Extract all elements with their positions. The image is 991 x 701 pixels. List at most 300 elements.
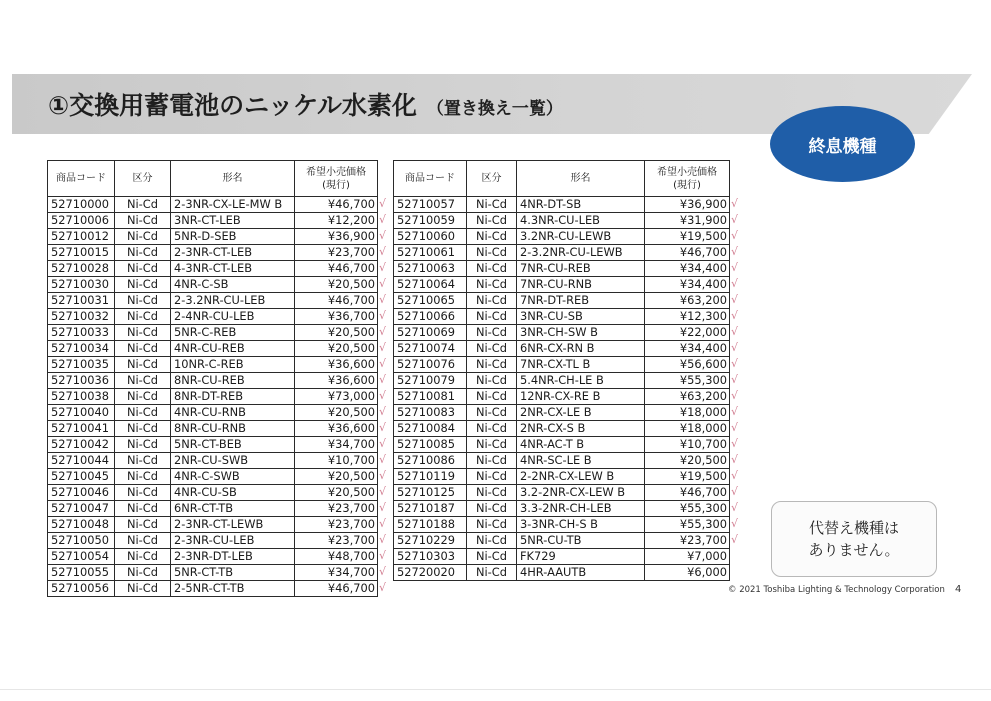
cell-code: 52710086 — [394, 453, 467, 469]
table-row — [48, 501, 378, 517]
cell-price: ¥63,200 — [645, 293, 730, 309]
cell-code: 52710033 — [48, 325, 115, 341]
table-row — [394, 517, 730, 533]
cell-model: 4NR-DT-SB — [517, 197, 645, 213]
cell-price: ¥36,600 — [295, 421, 378, 437]
table-row — [48, 581, 378, 597]
check-mark-icon: √ — [379, 340, 387, 354]
cell-price: ¥46,700 — [645, 485, 730, 501]
check-mark-icon: √ — [731, 452, 739, 466]
note-line-2: ありません。 — [808, 541, 900, 559]
table-row — [48, 293, 378, 309]
column-header-model: 形名 — [171, 161, 295, 197]
cell-code: 52710034 — [48, 341, 115, 357]
check-mark-icon: √ — [731, 308, 739, 322]
cell-price: ¥20,500 — [295, 485, 378, 501]
check-mark-icon: √ — [379, 580, 387, 594]
check-mark-icon: √ — [379, 484, 387, 498]
cell-kind: Ni-Cd — [115, 245, 171, 261]
table-row — [48, 213, 378, 229]
cell-kind: Ni-Cd — [467, 261, 517, 277]
table-row — [48, 469, 378, 485]
cell-model: 3NR-CT-LEB — [171, 213, 295, 229]
cell-model: 6NR-CX-RN B — [517, 341, 645, 357]
cell-code: 52710054 — [48, 549, 115, 565]
check-mark-icon: √ — [379, 548, 387, 562]
table-row — [394, 245, 730, 261]
cell-kind: Ni-Cd — [115, 341, 171, 357]
table-row — [394, 485, 730, 501]
cell-kind: Ni-Cd — [467, 293, 517, 309]
check-mark-icon: √ — [379, 356, 387, 370]
cell-model: 4NR-AC-T B — [517, 437, 645, 453]
table-row — [48, 373, 378, 389]
cell-model: 3.2-2NR-CX-LEW B — [517, 485, 645, 501]
table-row — [394, 357, 730, 373]
cell-kind: Ni-Cd — [115, 373, 171, 389]
column-header-price — [645, 161, 730, 197]
table-row — [394, 325, 730, 341]
cell-model: 4NR-CU-RNB — [171, 405, 295, 421]
table-row — [48, 453, 378, 469]
cell-price: ¥12,300 — [645, 309, 730, 325]
table-row — [48, 549, 378, 565]
cell-model: 7NR-DT-REB — [517, 293, 645, 309]
table-row — [48, 341, 378, 357]
cell-kind: Ni-Cd — [467, 453, 517, 469]
cell-price: ¥20,500 — [645, 453, 730, 469]
cell-model: 8NR-CU-REB — [171, 373, 295, 389]
check-mark-icon: √ — [379, 516, 387, 530]
cell-code: 52710229 — [394, 533, 467, 549]
check-mark-icon: √ — [731, 404, 739, 418]
cell-kind: Ni-Cd — [467, 469, 517, 485]
cell-model: 4NR-SC-LE B — [517, 453, 645, 469]
cell-model: 3.3-2NR-CH-LEB — [517, 501, 645, 517]
column-header-code: 商品コード — [394, 161, 467, 197]
check-mark-icon: √ — [731, 372, 739, 386]
cell-price: ¥46,700 — [295, 261, 378, 277]
cell-code: 52710060 — [394, 229, 467, 245]
divider — [0, 689, 991, 690]
column-header-price-line1: 希望小売価格 — [657, 166, 717, 178]
cell-model: 2-3NR-CT-LEWB — [171, 517, 295, 533]
table-row — [48, 325, 378, 341]
check-mark-icon: √ — [731, 420, 739, 434]
table-row — [394, 501, 730, 517]
check-mark-icon: √ — [731, 196, 739, 210]
cell-kind: Ni-Cd — [115, 261, 171, 277]
cell-price: ¥55,300 — [645, 501, 730, 517]
table-row — [394, 373, 730, 389]
left-product-table — [47, 160, 378, 597]
cell-model: 3.2NR-CU-LEWB — [517, 229, 645, 245]
column-header-price-line2: (現行) — [322, 179, 350, 191]
cell-price: ¥36,600 — [295, 373, 378, 389]
check-mark-icon: √ — [379, 308, 387, 322]
check-mark-icon: √ — [379, 420, 387, 434]
cell-kind: Ni-Cd — [467, 373, 517, 389]
cell-code: 52710057 — [394, 197, 467, 213]
cell-code: 52710065 — [394, 293, 467, 309]
cell-price: ¥36,700 — [295, 309, 378, 325]
cell-model: 2-3NR-DT-LEB — [171, 549, 295, 565]
check-mark-icon: √ — [379, 500, 387, 514]
table-row — [48, 517, 378, 533]
cell-price: ¥46,700 — [295, 581, 378, 597]
check-mark-icon: √ — [379, 372, 387, 386]
cell-kind: Ni-Cd — [467, 341, 517, 357]
cell-code: 52710006 — [48, 213, 115, 229]
table-row — [394, 213, 730, 229]
right-product-table — [393, 160, 730, 581]
cell-model: 5.4NR-CH-LE B — [517, 373, 645, 389]
cell-model: 4NR-CU-REB — [171, 341, 295, 357]
cell-price: ¥23,700 — [295, 501, 378, 517]
cell-price: ¥7,000 — [645, 549, 730, 565]
cell-price: ¥19,500 — [645, 229, 730, 245]
cell-model: 2-2NR-CX-LEW B — [517, 469, 645, 485]
column-header-kind: 区分 — [467, 161, 517, 197]
cell-code: 52710188 — [394, 517, 467, 533]
cell-kind: Ni-Cd — [115, 325, 171, 341]
check-mark-icon: √ — [379, 564, 387, 578]
table-row — [394, 261, 730, 277]
cell-kind: Ni-Cd — [115, 309, 171, 325]
table-row — [394, 309, 730, 325]
cell-code: 52710012 — [48, 229, 115, 245]
cell-model: 4NR-CU-SB — [171, 485, 295, 501]
cell-code: 52710074 — [394, 341, 467, 357]
cell-price: ¥10,700 — [295, 453, 378, 469]
cell-model: 12NR-CX-RE B — [517, 389, 645, 405]
page-subtitle: （置き換え一覧） — [426, 99, 563, 119]
cell-code: 52710059 — [394, 213, 467, 229]
cell-code: 52720020 — [394, 565, 467, 581]
cell-kind: Ni-Cd — [467, 405, 517, 421]
check-mark-icon: √ — [731, 516, 739, 530]
cell-price: ¥23,700 — [295, 517, 378, 533]
cell-code: 52710040 — [48, 405, 115, 421]
cell-kind: Ni-Cd — [115, 357, 171, 373]
cell-price: ¥20,500 — [295, 469, 378, 485]
page-title — [48, 88, 563, 124]
cell-code: 52710187 — [394, 501, 467, 517]
cell-model: 4NR-C-SWB — [171, 469, 295, 485]
page-title-text: ①交換用蓄電池のニッケル水素化 — [48, 91, 417, 120]
cell-kind: Ni-Cd — [115, 485, 171, 501]
table-row — [48, 229, 378, 245]
cell-price: ¥46,700 — [645, 245, 730, 261]
table-row — [48, 485, 378, 501]
table-row — [394, 197, 730, 213]
table-row — [394, 277, 730, 293]
check-mark-icon: √ — [379, 388, 387, 402]
cell-kind: Ni-Cd — [467, 245, 517, 261]
discontinued-badge — [770, 106, 915, 182]
cell-price: ¥19,500 — [645, 469, 730, 485]
check-mark-icon: √ — [731, 436, 739, 450]
cell-kind: Ni-Cd — [115, 421, 171, 437]
cell-model: 4.3NR-CU-LEB — [517, 213, 645, 229]
cell-code: 52710046 — [48, 485, 115, 501]
table-header-row — [48, 161, 378, 197]
check-mark-icon: √ — [731, 228, 739, 242]
cell-price: ¥12,200 — [295, 213, 378, 229]
cell-kind: Ni-Cd — [115, 277, 171, 293]
cell-kind: Ni-Cd — [115, 533, 171, 549]
cell-model: 2NR-CX-LE B — [517, 405, 645, 421]
cell-kind: Ni-Cd — [115, 389, 171, 405]
check-mark-icon: √ — [731, 260, 739, 274]
cell-code: 52710064 — [394, 277, 467, 293]
cell-model: 2NR-CX-S B — [517, 421, 645, 437]
cell-code: 52710030 — [48, 277, 115, 293]
table-row — [48, 261, 378, 277]
cell-model: 2-3.2NR-CU-LEB — [171, 293, 295, 309]
table-row — [48, 437, 378, 453]
check-mark-icon: √ — [379, 404, 387, 418]
cell-price: ¥55,300 — [645, 517, 730, 533]
table-header-row — [394, 161, 730, 197]
cell-model: 4HR-AAUTB — [517, 565, 645, 581]
cell-model: 2-3NR-CT-LEB — [171, 245, 295, 261]
cell-model: 2-3.2NR-CU-LEWB — [517, 245, 645, 261]
check-mark-icon: √ — [731, 292, 739, 306]
cell-kind: Ni-Cd — [467, 565, 517, 581]
cell-model: 5NR-CT-BEB — [171, 437, 295, 453]
cell-price: ¥36,600 — [295, 357, 378, 373]
cell-code: 52710084 — [394, 421, 467, 437]
table-row — [394, 341, 730, 357]
check-mark-icon: √ — [379, 468, 387, 482]
cell-price: ¥18,000 — [645, 421, 730, 437]
cell-kind: Ni-Cd — [115, 293, 171, 309]
cell-code: 52710035 — [48, 357, 115, 373]
cell-kind: Ni-Cd — [115, 565, 171, 581]
table-row — [394, 437, 730, 453]
table-row — [48, 309, 378, 325]
cell-kind: Ni-Cd — [467, 277, 517, 293]
cell-code: 52710076 — [394, 357, 467, 373]
table-row — [394, 453, 730, 469]
check-mark-icon: √ — [379, 436, 387, 450]
check-mark-icon: √ — [379, 324, 387, 338]
cell-code: 52710061 — [394, 245, 467, 261]
table-row — [394, 469, 730, 485]
discontinued-badge-label: 終息機種 — [808, 136, 877, 157]
cell-code: 52710081 — [394, 389, 467, 405]
column-header-price-line1: 希望小売価格 — [306, 166, 366, 178]
cell-price: ¥48,700 — [295, 549, 378, 565]
cell-model: 5NR-CU-TB — [517, 533, 645, 549]
cell-model: 5NR-D-SEB — [171, 229, 295, 245]
cell-model: 2-3NR-CX-LE-MW B — [171, 197, 295, 213]
cell-code: 52710041 — [48, 421, 115, 437]
cell-code: 52710036 — [48, 373, 115, 389]
cell-model: 3-3NR-CH-S B — [517, 517, 645, 533]
column-header-price-line2: (現行) — [673, 179, 701, 191]
check-mark-icon: √ — [731, 388, 739, 402]
cell-price: ¥22,000 — [645, 325, 730, 341]
cell-price: ¥23,700 — [295, 245, 378, 261]
cell-price: ¥56,600 — [645, 357, 730, 373]
table-row — [394, 533, 730, 549]
cell-kind: Ni-Cd — [115, 197, 171, 213]
cell-price: ¥23,700 — [295, 533, 378, 549]
table-row — [48, 565, 378, 581]
cell-model: 2-3NR-CU-LEB — [171, 533, 295, 549]
cell-code: 52710055 — [48, 565, 115, 581]
copyright-text: © 2021 Toshiba Lighting & Technology Corporation — [728, 585, 945, 595]
cell-model: 6NR-CT-TB — [171, 501, 295, 517]
cell-price: ¥23,700 — [645, 533, 730, 549]
cell-code: 52710079 — [394, 373, 467, 389]
cell-kind: Ni-Cd — [467, 533, 517, 549]
cell-code: 52710032 — [48, 309, 115, 325]
check-mark-icon: √ — [731, 340, 739, 354]
table-row — [48, 357, 378, 373]
cell-kind: Ni-Cd — [115, 405, 171, 421]
cell-model: 4-3NR-CT-LEB — [171, 261, 295, 277]
cell-model: 2-4NR-CU-LEB — [171, 309, 295, 325]
cell-price: ¥6,000 — [645, 565, 730, 581]
cell-kind: Ni-Cd — [115, 469, 171, 485]
cell-model: 7NR-CU-REB — [517, 261, 645, 277]
cell-kind: Ni-Cd — [467, 229, 517, 245]
cell-code: 52710303 — [394, 549, 467, 565]
cell-kind: Ni-Cd — [115, 453, 171, 469]
note-line-1: 代替え機種は — [808, 519, 899, 537]
cell-code: 52710031 — [48, 293, 115, 309]
cell-code: 52710042 — [48, 437, 115, 453]
check-mark-icon: √ — [731, 276, 739, 290]
column-header-kind: 区分 — [115, 161, 171, 197]
cell-price: ¥20,500 — [295, 405, 378, 421]
cell-model: 4NR-C-SB — [171, 277, 295, 293]
cell-kind: Ni-Cd — [115, 213, 171, 229]
cell-price: ¥46,700 — [295, 197, 378, 213]
cell-model: 2-5NR-CT-TB — [171, 581, 295, 597]
check-mark-icon: √ — [379, 532, 387, 546]
cell-code: 52710047 — [48, 501, 115, 517]
cell-model: 3NR-CH-SW B — [517, 325, 645, 341]
cell-model: 7NR-CX-TL B — [517, 357, 645, 373]
cell-code: 52710038 — [48, 389, 115, 405]
cell-price: ¥55,300 — [645, 373, 730, 389]
cell-price: ¥34,400 — [645, 261, 730, 277]
check-mark-icon: √ — [731, 212, 739, 226]
column-header-price — [295, 161, 378, 197]
cell-model: 8NR-DT-REB — [171, 389, 295, 405]
cell-code: 52710069 — [394, 325, 467, 341]
check-mark-icon: √ — [379, 196, 387, 210]
check-mark-icon: √ — [731, 532, 739, 546]
cell-model: 8NR-CU-RNB — [171, 421, 295, 437]
table-row — [394, 421, 730, 437]
cell-kind: Ni-Cd — [115, 437, 171, 453]
check-mark-icon: √ — [379, 212, 387, 226]
column-header-code: 商品コード — [48, 161, 115, 197]
cell-kind: Ni-Cd — [467, 197, 517, 213]
cell-price: ¥34,700 — [295, 565, 378, 581]
check-mark-icon: √ — [731, 244, 739, 258]
check-mark-icon: √ — [731, 324, 739, 338]
cell-model: 10NR-C-REB — [171, 357, 295, 373]
cell-code: 52710045 — [48, 469, 115, 485]
table-row — [48, 245, 378, 261]
cell-code: 52710015 — [48, 245, 115, 261]
cell-kind: Ni-Cd — [467, 213, 517, 229]
cell-code: 52710028 — [48, 261, 115, 277]
cell-kind: Ni-Cd — [115, 581, 171, 597]
cell-code: 52710048 — [48, 517, 115, 533]
table-row — [394, 405, 730, 421]
check-mark-icon: √ — [379, 228, 387, 242]
cell-code: 52710044 — [48, 453, 115, 469]
cell-kind: Ni-Cd — [467, 421, 517, 437]
cell-kind: Ni-Cd — [467, 437, 517, 453]
table-row — [48, 405, 378, 421]
cell-model: 2NR-CU-SWB — [171, 453, 295, 469]
check-mark-icon: √ — [379, 276, 387, 290]
no-replacement-note — [771, 501, 937, 577]
cell-price: ¥10,700 — [645, 437, 730, 453]
table-row — [48, 277, 378, 293]
table-row — [48, 389, 378, 405]
cell-model: 5NR-C-REB — [171, 325, 295, 341]
cell-price: ¥73,000 — [295, 389, 378, 405]
page-number: 4 — [955, 584, 962, 595]
cell-code: 52710063 — [394, 261, 467, 277]
check-mark-icon: √ — [379, 292, 387, 306]
cell-kind: Ni-Cd — [467, 325, 517, 341]
cell-kind: Ni-Cd — [115, 517, 171, 533]
column-header-model: 形名 — [517, 161, 645, 197]
cell-kind: Ni-Cd — [115, 229, 171, 245]
table-row — [394, 229, 730, 245]
table-row — [394, 565, 730, 581]
cell-price: ¥20,500 — [295, 341, 378, 357]
table-row — [48, 197, 378, 213]
cell-price: ¥36,900 — [645, 197, 730, 213]
table-row — [394, 389, 730, 405]
check-mark-icon: √ — [731, 500, 739, 514]
cell-kind: Ni-Cd — [467, 389, 517, 405]
cell-code: 52710066 — [394, 309, 467, 325]
cell-price: ¥63,200 — [645, 389, 730, 405]
check-mark-icon: √ — [731, 484, 739, 498]
cell-kind: Ni-Cd — [467, 485, 517, 501]
check-mark-icon: √ — [379, 244, 387, 258]
check-mark-icon: √ — [379, 260, 387, 274]
cell-kind: Ni-Cd — [467, 549, 517, 565]
cell-kind: Ni-Cd — [467, 357, 517, 373]
cell-price: ¥34,400 — [645, 277, 730, 293]
cell-kind: Ni-Cd — [467, 517, 517, 533]
cell-code: 52710000 — [48, 197, 115, 213]
cell-price: ¥46,700 — [295, 293, 378, 309]
check-mark-icon: √ — [731, 356, 739, 370]
table-row — [394, 293, 730, 309]
cell-code: 52710056 — [48, 581, 115, 597]
cell-price: ¥34,700 — [295, 437, 378, 453]
table-row — [48, 421, 378, 437]
cell-code: 52710119 — [394, 469, 467, 485]
cell-price: ¥20,500 — [295, 325, 378, 341]
cell-kind: Ni-Cd — [115, 549, 171, 565]
cell-model: 5NR-CT-TB — [171, 565, 295, 581]
